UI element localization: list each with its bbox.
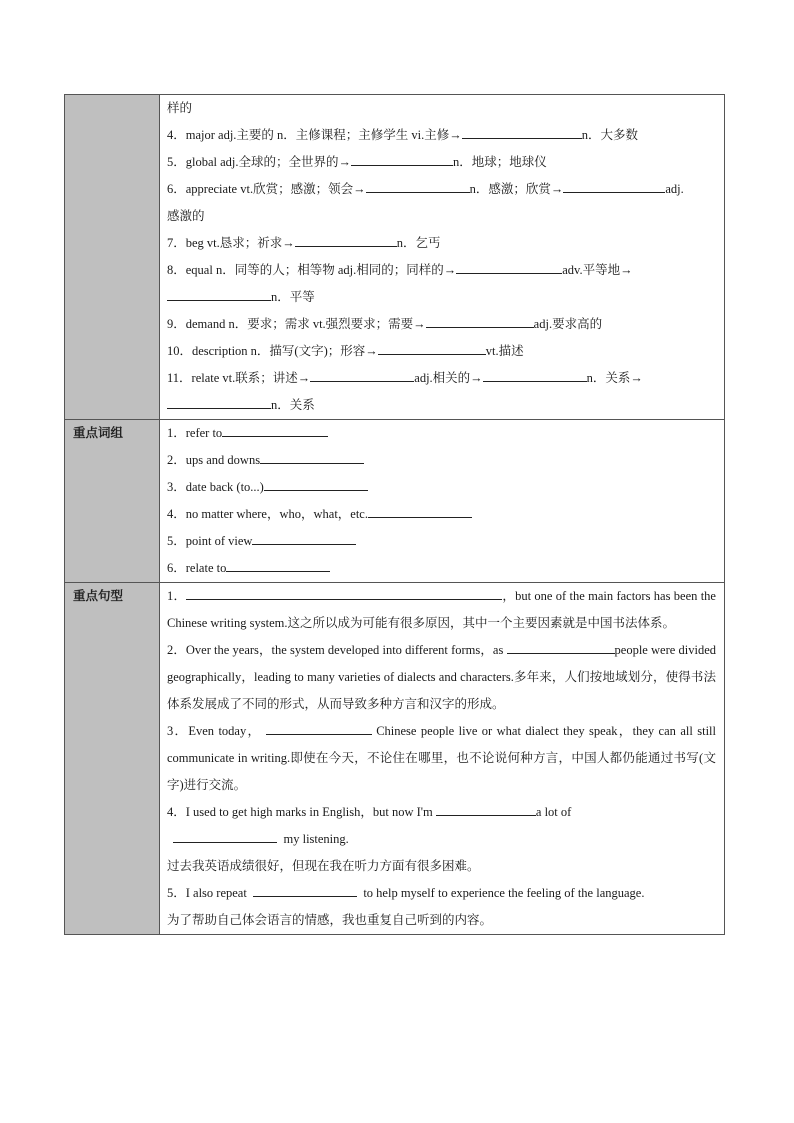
list-item: 6．appreciate vt.欣赏；感激；领会→ n．感激；欣赏→ adj.	[167, 182, 684, 196]
section-label: 重点句型	[65, 583, 160, 935]
answer-blank[interactable]	[310, 371, 414, 382]
answer-blank[interactable]	[436, 805, 536, 816]
answer-blank[interactable]	[456, 263, 562, 274]
list-item: 11．relate vt.联系；讲述→ adj.相关的→ n．关系→	[167, 371, 643, 385]
list-item: 1． ，but one of the main factors has been the Chinese writing system.这之所以成为可能有很多原因，其中一个主要因素就是中国书法体系。	[167, 589, 716, 630]
list-item: my listening.	[167, 826, 716, 853]
table-row	[65, 583, 725, 935]
answer-blank[interactable]	[260, 453, 364, 464]
list-item: 过去我英语成绩很好，但现在我在听力方面有很多困难。	[167, 859, 480, 873]
list-item: n．平等	[167, 284, 716, 311]
list-item: 4．I used to get high marks in English，but now I'm a lot of	[167, 805, 572, 819]
answer-blank[interactable]	[167, 290, 271, 301]
list-item: 7．beg vt.恳求；祈求→ n．乞丐	[167, 236, 441, 250]
answer-blank[interactable]	[173, 832, 277, 843]
list-item: 2．ups and downs	[167, 447, 716, 474]
answer-blank[interactable]	[222, 426, 328, 437]
list-item: 为了帮助自己体会语言的情感，我也重复自己听到的内容。	[167, 913, 493, 927]
list-item: 4．major adj.主要的 n．主修课程；主修学生 vi.主修→ n．大多数	[167, 128, 639, 142]
list-item: 感激的	[167, 209, 205, 223]
answer-blank[interactable]	[378, 344, 486, 355]
answer-blank[interactable]	[264, 480, 368, 491]
list-item: 5．point of view	[167, 528, 716, 555]
answer-blank[interactable]	[252, 534, 356, 545]
answer-blank[interactable]	[295, 236, 397, 247]
section-label	[65, 95, 160, 420]
answer-blank[interactable]	[253, 886, 357, 897]
list-item: 4．no matter where，who，what，etc.	[167, 501, 716, 528]
list-item: n．关系	[167, 392, 716, 419]
answer-blank[interactable]	[462, 128, 582, 139]
answer-blank[interactable]	[366, 182, 470, 193]
answer-blank[interactable]	[167, 398, 271, 409]
table-row	[65, 95, 725, 420]
section-content-words	[160, 95, 725, 420]
answer-blank[interactable]	[563, 182, 665, 193]
section-content-sentences	[160, 583, 725, 935]
answer-blank[interactable]	[426, 317, 534, 328]
answer-blank[interactable]	[186, 589, 502, 600]
answer-blank[interactable]	[351, 155, 453, 166]
table-row	[65, 420, 725, 583]
worksheet-table	[64, 94, 725, 935]
list-item: 9．demand n．要求；需求 vt.强烈要求；需要→ adj.要求高的	[167, 317, 603, 331]
list-item: 5．I also repeat to help myself to experience the feeling of the language.	[167, 886, 645, 900]
section-content-phrases	[160, 420, 725, 583]
list-item: 5．global adj.全球的；全世界的→ n．地球；地球仪	[167, 155, 547, 169]
list-item: 样的	[167, 101, 193, 115]
list-item: 1．refer to	[167, 420, 716, 447]
section-label: 重点词组	[65, 420, 160, 583]
answer-blank[interactable]	[483, 371, 587, 382]
list-item: 8．equal n．同等的人；相等物 adj.相同的；同样的→ adv.平等地→	[167, 263, 633, 277]
list-item: 3．Even today， Chinese people live or what dialect they speak，they can all still communicate in writing.即使在今天，不论住在哪里，也不论说何种方言，中国人都仍能通过书写(文字)进行交流。	[167, 724, 717, 792]
answer-blank[interactable]	[226, 561, 330, 572]
list-item: 10．description n．描写(文字)；形容→ vt.描述	[167, 344, 524, 358]
answer-blank[interactable]	[507, 643, 615, 654]
list-item: 2．Over the years，the system developed into different forms，as people were divided geographically，leading to many varieties of dialects and characters.多年来，人们按地域划分，使得书法体系发展成了不同的形式，从而导致多种方言和汉字的形成。	[167, 643, 716, 711]
answer-blank[interactable]	[266, 724, 372, 735]
list-item: 6．relate to	[167, 555, 716, 582]
list-item: 3．date back (to...)	[167, 474, 716, 501]
answer-blank[interactable]	[368, 507, 472, 518]
